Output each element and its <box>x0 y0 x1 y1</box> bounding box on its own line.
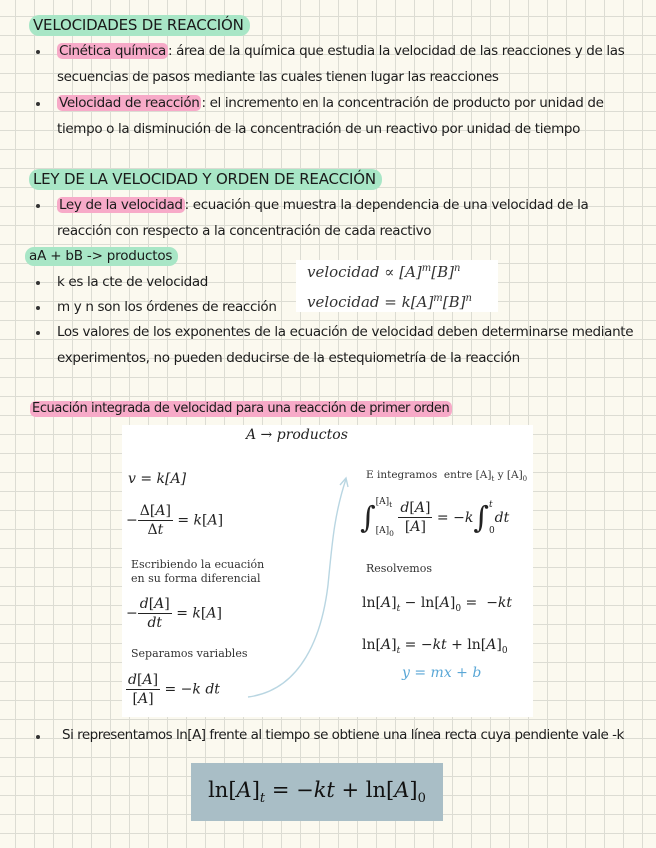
bullet-ley-line1 <box>57 197 588 213</box>
label-integramos: E integramos entre $[A]_t$ y $[A]_0$ <box>366 469 528 484</box>
delta-rate-equation: − $\frac{\Delta[A]}{\Delta t}$ = k[A] <box>126 503 224 538</box>
bullet-dot <box>36 306 40 310</box>
cinetica-definition-2: secuencias de pasos mediante las cuales tienen lugar las reacciones <box>57 69 499 85</box>
velocidad-definition-2: tiempo o la disminución de la concentración de un reactivo por unidad de tiempo <box>57 121 581 137</box>
integral-equation: ∫ $[A]_t$ $[A]_0$ $\frac{d[A]}{[A]}$ = −k∫ t 0 dt <box>360 497 510 538</box>
bullet-dot <box>36 331 40 335</box>
exponents-line1: Los valores de los exponentes de la ecuación de velocidad deben determinarse mediante <box>57 324 634 340</box>
separated-variables-equation: $\frac{d[A]}{[A]}$ = −k dt <box>128 672 220 707</box>
bullet-cinetica-line1 <box>57 43 624 59</box>
label-forma-diferencial: en su forma diferencial <box>131 572 261 585</box>
bullet-dot <box>36 204 40 208</box>
rate-proportional-equation: velocidad ∝ $[A]^m[B]^n$ <box>307 263 461 281</box>
exponents-line2: experimentos, no pueden deducirse de la estequiometría de la reacción <box>57 350 520 366</box>
solved-equation-2: $\ln[A]_t = -kt + \ln[A]_0$ <box>362 637 508 656</box>
bullet-dot <box>36 102 40 106</box>
linear-form-equation: y = mx + b <box>402 665 482 681</box>
bullet-dot <box>36 281 40 285</box>
bullet-dot <box>36 50 40 54</box>
cinetica-definition-1: : área de la química que estudia la velocidad de las reacciones y de las <box>167 43 625 59</box>
ley-definition-2: reacción con respecto a la concentración de cada reactivo <box>57 223 432 239</box>
section-title-velocidades: VELOCIDADES DE REACCIÓN <box>29 15 250 36</box>
ley-definition-1: : ecuación que muestra la dependencia de una velocidad de la <box>184 197 589 213</box>
differential-rate-equation: − $\frac{d[A]}{dt}$ = k[A] <box>126 596 222 631</box>
final-equation: $\ln[A]_t = -kt + \ln[A]_0$ <box>208 777 426 807</box>
term-velocidad-reaccion: Velocidad de reacción <box>59 95 200 111</box>
reaction-general: aA + bB -> productos <box>25 247 178 266</box>
label-separamos: Separamos variables <box>131 647 248 660</box>
section-title-ecuacion-integrada: Ecuación integrada de velocidad para una reacción de primer orden <box>30 401 452 417</box>
final-equation-box <box>191 763 443 821</box>
k-constant-text: k es la cte de velocidad <box>57 274 209 290</box>
label-escribiendo: Escribiendo la ecuación <box>131 558 265 571</box>
conclusion-text: Si representamos ln[A] frente al tiempo se obtiene una línea recta cuya pendiente vale -k <box>62 727 624 743</box>
label-resolvemos: Resolvemos <box>366 562 432 575</box>
solved-equation-1: $\ln[A]_t - \ln[A]_0 = -kt$ <box>362 595 513 614</box>
panel-reaction: A → productos <box>246 427 348 443</box>
velocidad-definition-1: : el incremento en la concentración de producto por unidad de <box>201 95 604 111</box>
rate-equation-v: v = k[A] <box>128 471 187 487</box>
bullet-dot <box>36 735 40 739</box>
rate-law-equation: velocidad = $k[A]^m[B]^n$ <box>307 293 472 311</box>
mn-orders-text: m y n son los órdenes de reacción <box>57 299 277 315</box>
integrated-rate-panel <box>122 425 533 717</box>
bullet-velocidad-line1 <box>57 95 604 111</box>
flow-arrow <box>242 475 352 705</box>
section-title-ley-velocidad: LEY DE LA VELOCIDAD Y ORDEN DE REACCIÓN <box>29 169 382 190</box>
term-ley-velocidad: Ley de la velocidad <box>59 197 183 213</box>
term-cinetica: Cinética química <box>59 43 166 59</box>
